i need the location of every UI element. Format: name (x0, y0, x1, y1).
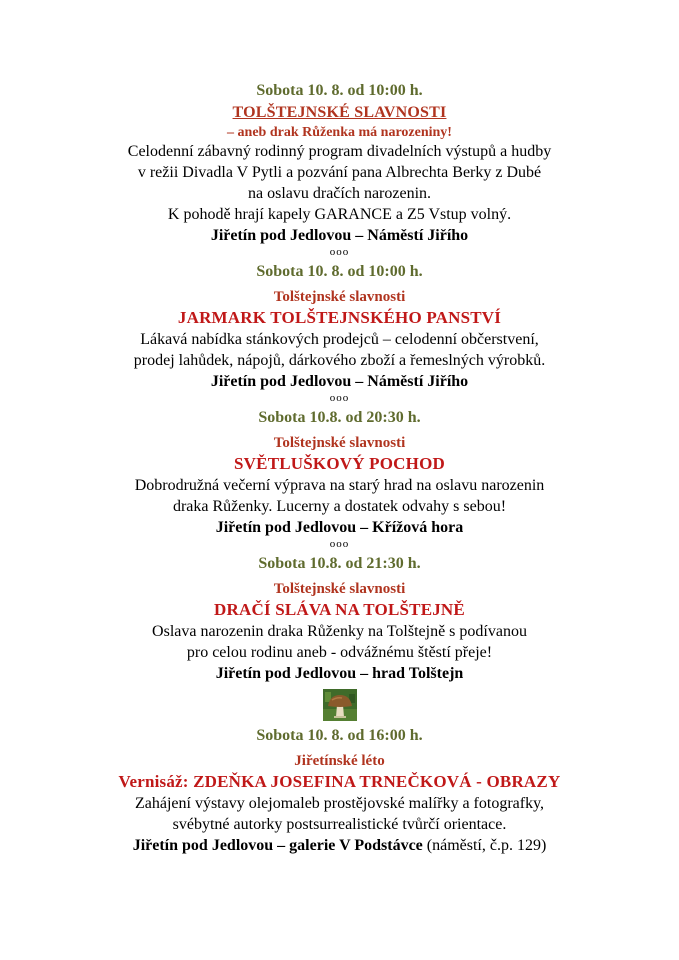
event-description-line: svébytné autorky postsurrealistické tvůrčí orientace. (172, 816, 507, 833)
event-date: Sobota 10. 8. od 10:00 h. (256, 263, 423, 280)
event-title: SVĚTLUŠKOVÝ POCHOD (234, 454, 445, 473)
mushroom-icon (323, 689, 357, 721)
event-location: Jiřetín pod Jedlovou – Křížová hora (215, 519, 464, 536)
event-location: Jiřetín pod Jedlovou – galerie V Podstávce (132, 837, 423, 854)
event-description-line: K pohodě hrají kapely GARANCE a Z5 Vstup volný. (167, 206, 512, 223)
event-subtitle: – aneb drak Růženka má narozeniny! (227, 125, 452, 140)
event-description-line: prodej lahůdek, nápojů, dárkového zboží a řemeslných výrobků. (133, 352, 546, 369)
event-2 (0, 261, 679, 404)
event-location: Jiřetín pod Jedlovou – Náměstí Jiřího (210, 227, 469, 244)
event-description-line: draka Růženky. Lucerny a dostatek odvahy s sebou! (172, 498, 507, 515)
event-date: Sobota 10. 8. od 10:00 h. (256, 82, 423, 99)
event-1 (0, 80, 679, 258)
separator: ooo (329, 538, 350, 550)
event-title: JARMARK TOLŠTEJNSKÉHO PANSTVÍ (177, 308, 502, 327)
event-date: Sobota 10.8. od 21:30 h. (258, 555, 421, 572)
event-series: Tolštejnské slavnosti (273, 581, 406, 597)
event-description-line: na oslavu dračích narozenin. (247, 185, 432, 202)
event-title: Vernisáž: ZDEŇKA JOSEFINA TRNEČKOVÁ - OBRAZY (118, 772, 561, 791)
event-location-address: (náměstí, č.p. 129) (422, 837, 547, 854)
event-description-line: Lákavá nabídka stánkových prodejců – celodenní občerstvení, (140, 331, 539, 348)
event-4 (0, 553, 679, 721)
event-description-line: Oslava narozenin draka Růženky na Tolštejně s podívanou (152, 623, 527, 640)
event-5 (0, 725, 679, 856)
event-description-line: v režii Divadla V Pytli a pozvání pana Albrechta Berky z Dubé (137, 164, 542, 181)
event-location: Jiřetín pod Jedlovou – Náměstí Jiřího (210, 373, 469, 390)
event-description-line: Celodenní zábavný rodinný program divadelních výstupů a hudby (127, 143, 552, 160)
event-title: DRAČÍ SLÁVA NA TOLŠTEJNĚ (214, 600, 465, 619)
event-description-line: Dobrodružná večerní výprava na starý hrad na oslavu narozenin (134, 477, 545, 494)
event-date: Sobota 10. 8. od 16:00 h. (256, 727, 423, 744)
event-title: TOLŠTEJNSKÉ SLAVNOSTI (232, 104, 447, 121)
event-description-line: Zahájení výstavy olejomaleb prostějovské malířky a fotografky, (134, 795, 545, 812)
event-location: Jiřetín pod Jedlovou – hrad Tolštejn (215, 665, 464, 682)
separator: ooo (329, 246, 350, 258)
event-3 (0, 407, 679, 550)
event-date: Sobota 10.8. od 20:30 h. (258, 409, 421, 426)
event-description-line: pro celou rodinu aneb - odvážnému štěstí přeje! (186, 644, 493, 661)
event-series: Tolštejnské slavnosti (273, 289, 406, 305)
event-series: Tolštejnské slavnosti (273, 435, 406, 451)
event-location-wrapper (0, 835, 679, 856)
event-series: Jiřetínské léto (294, 753, 385, 769)
event-list (0, 80, 679, 856)
separator: ooo (329, 392, 350, 404)
